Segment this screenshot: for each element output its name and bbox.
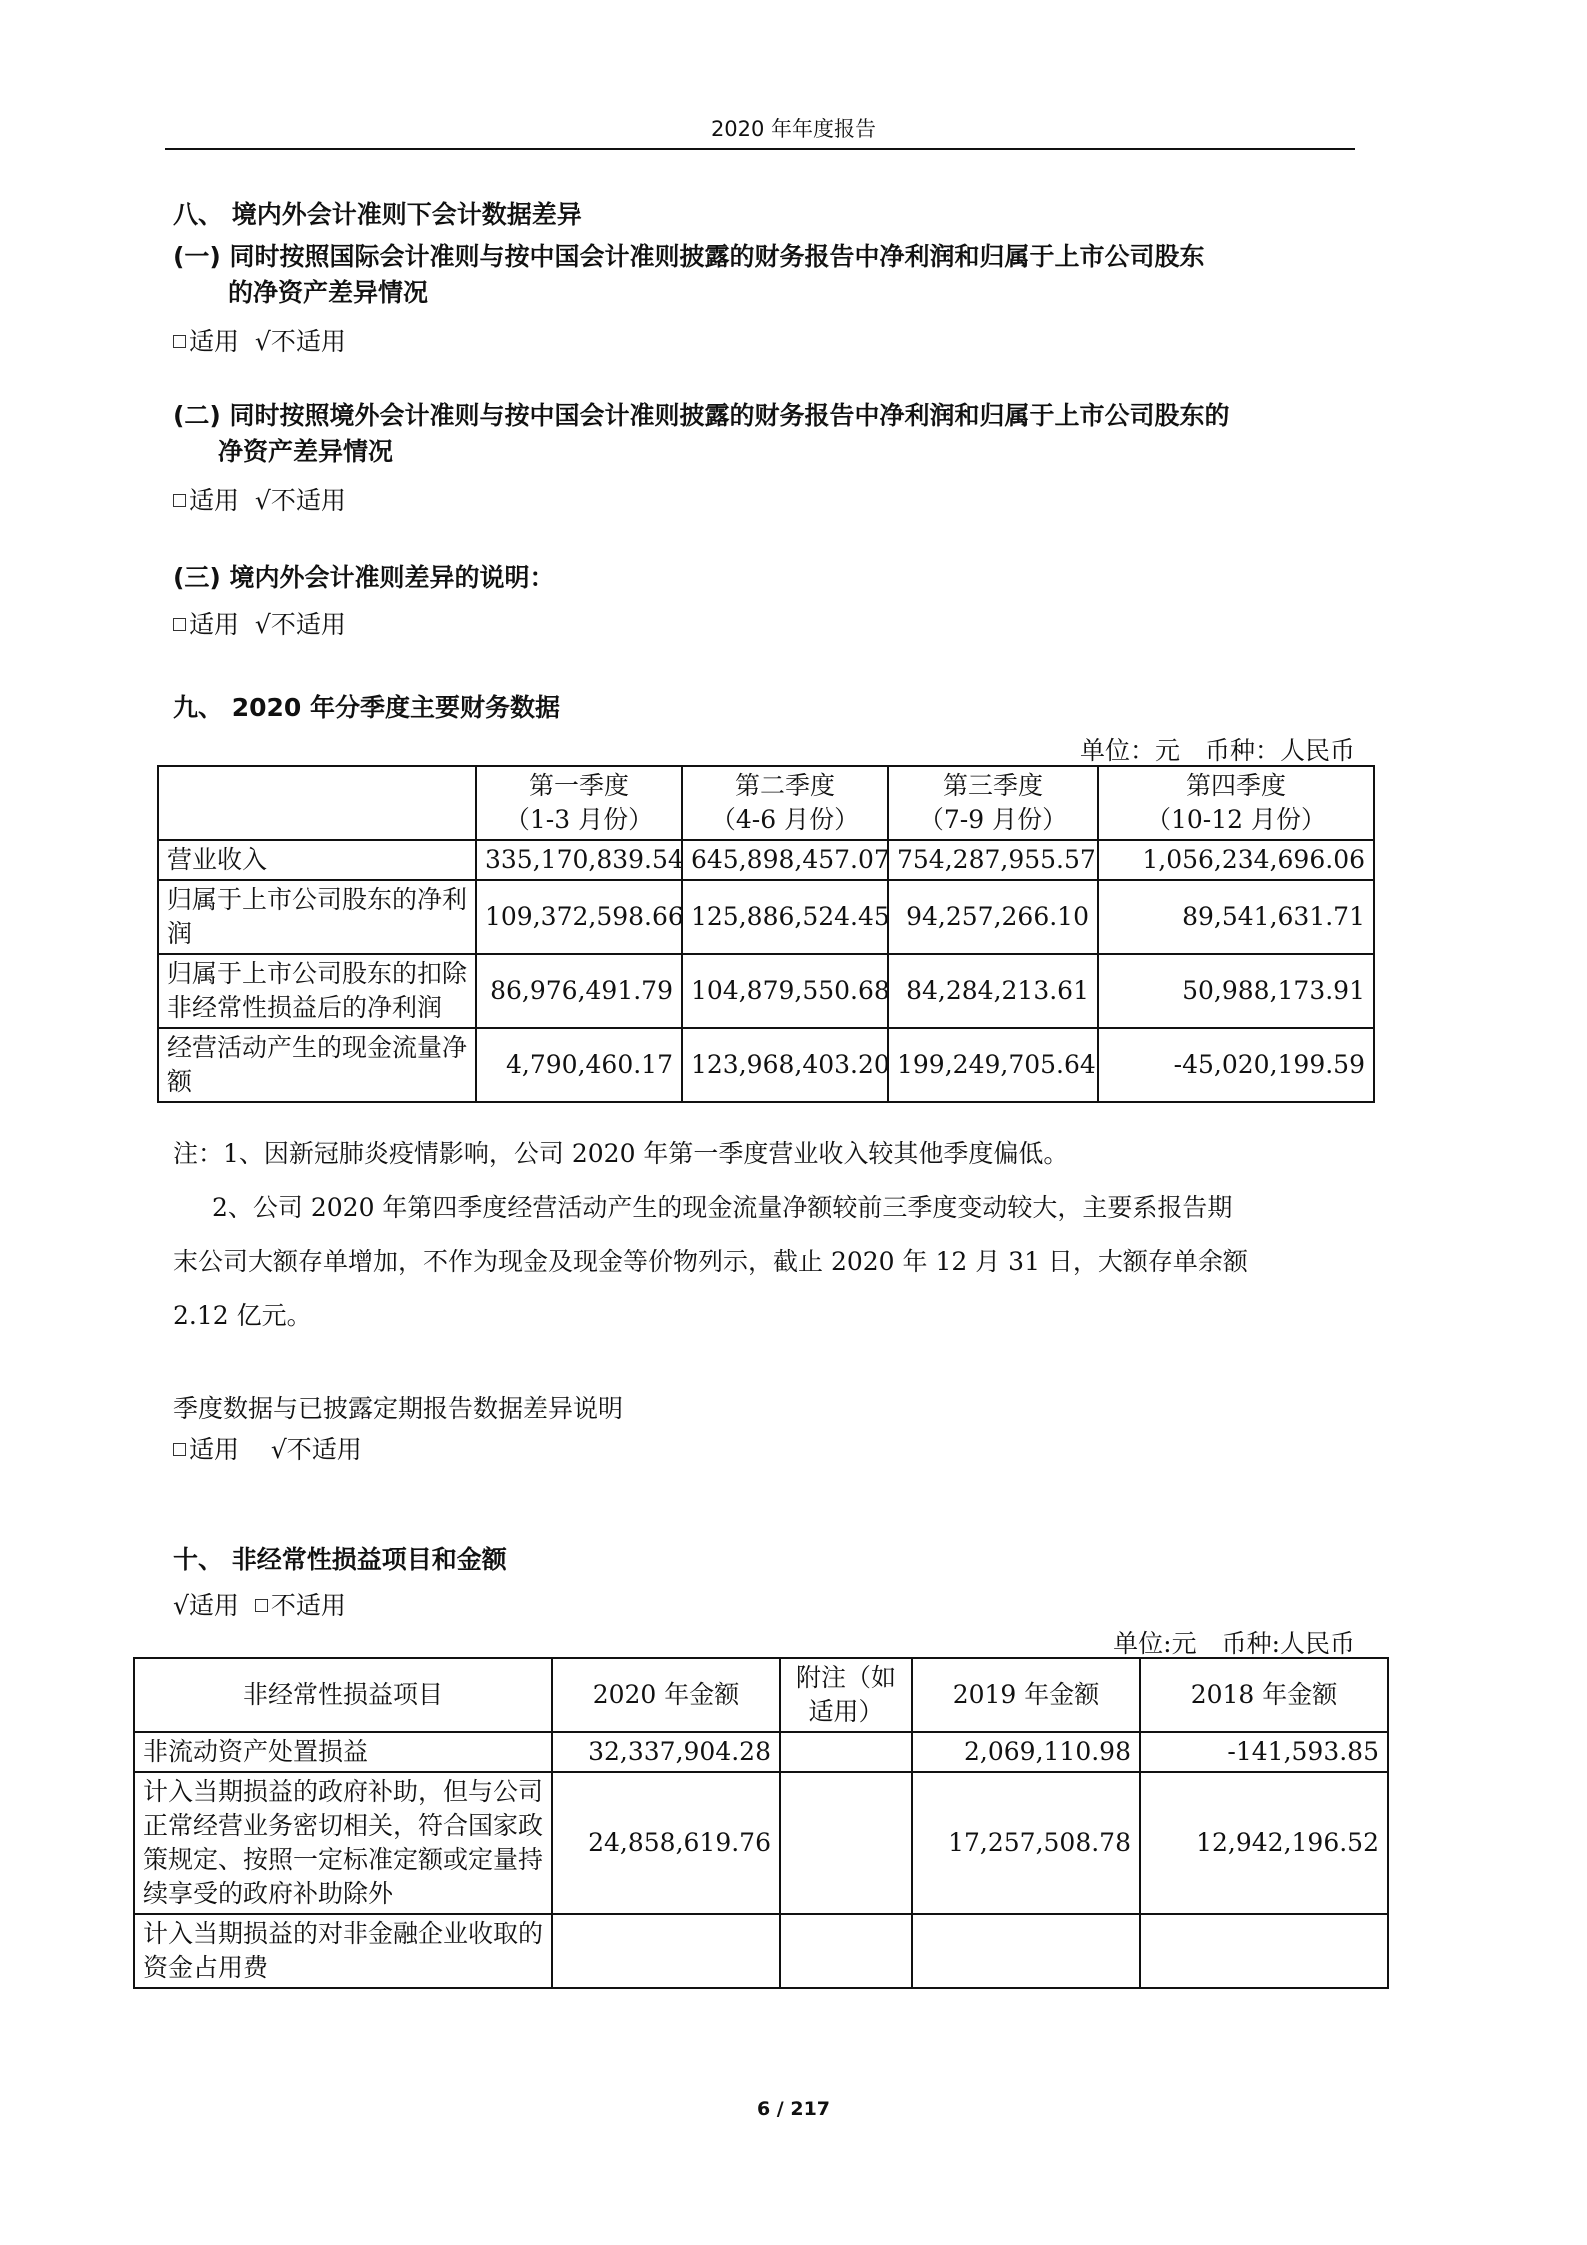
section-9-title: 九、 2020 年分季度主要财务数据: [173, 693, 560, 722]
note-1: 注：1、因新冠肺炎疫情影响，公司 2020 年第一季度营业收入较其他季度偏低。: [173, 1139, 1069, 1168]
cell-value: 86,976,491.79: [476, 954, 682, 1028]
cell-value: 89,541,631.71: [1098, 880, 1374, 954]
cell-value: 12,942,196.52: [1140, 1772, 1388, 1914]
cell-value: 17,257,508.78: [912, 1772, 1140, 1914]
table-header-cell: 非经常性损益项目: [134, 1658, 552, 1732]
section-8-sub2-line1: (二) 同时按照境外会计准则与按中国会计准则披露的财务报告中净利润和归属于上市公司股东的: [173, 401, 1230, 430]
table-row: [158, 880, 1374, 954]
section-10-title: 十、 非经常性损益项目和金额: [173, 1545, 507, 1574]
cell-value: 24,858,619.76: [552, 1772, 780, 1914]
table-header-cell: 2018 年金额: [1140, 1658, 1388, 1732]
cell-value: -141,593.85: [1140, 1732, 1388, 1772]
table-header-row: [158, 766, 1374, 840]
cell-note: [780, 1914, 912, 1988]
table-row: [158, 954, 1374, 1028]
section-8-sub1-options: [173, 322, 346, 358]
table-row: [134, 1732, 1388, 1772]
checkbox-unchecked-icon: [255, 1599, 268, 1612]
option-applicable: 适用: [189, 610, 240, 639]
header-divider: [165, 148, 1355, 150]
checkbox-unchecked-icon: [173, 1443, 186, 1456]
cell-value: [1140, 1914, 1388, 1988]
page-number: 6 / 217: [756, 2098, 831, 2120]
section-9-unit: 单位：元 币种：人民币: [1079, 736, 1355, 765]
table-header-cell: 2019 年金额: [912, 1658, 1140, 1732]
cell-value: 94,257,266.10: [888, 880, 1098, 954]
option-not-applicable: √不适用: [254, 486, 346, 515]
table-header-cell: 第三季度 （7-9 月份）: [888, 766, 1098, 840]
quarterly-diff-title: 季度数据与已披露定期报告数据差异说明: [173, 1394, 624, 1423]
option-applicable: √适用: [173, 1591, 239, 1620]
note-2-line1: 2、公司 2020 年第四季度经营活动产生的现金流量净额较前三季度变动较大，主要系报告期: [212, 1193, 1233, 1222]
section-10-options: [173, 1586, 346, 1622]
cell-value: 50,988,173.91: [1098, 954, 1374, 1028]
section-10-unit: 单位:元 币种:人民币: [1113, 1629, 1355, 1658]
cell-note: [780, 1732, 912, 1772]
cell-value: -45,020,199.59: [1098, 1028, 1374, 1102]
cell-value: [552, 1914, 780, 1988]
cell-value: 104,879,550.68: [682, 954, 888, 1028]
table-header-cell: 第四季度 （10-12 月份）: [1098, 766, 1374, 840]
option-not-applicable: √不适用: [270, 1435, 362, 1464]
note-2-line3: 2.12 亿元。: [173, 1301, 312, 1330]
option-applicable: 适用: [189, 486, 240, 515]
cell-value: 125,886,524.45: [682, 880, 888, 954]
row-label: 归属于上市公司股东的净利润: [158, 880, 476, 954]
cell-note: [780, 1772, 912, 1914]
quarterly-data-table: [157, 765, 1375, 1103]
section-8-sub1-line1: (一) 同时按照国际会计准则与按中国会计准则披露的财务报告中净利润和归属于上市公司股东: [173, 242, 1205, 271]
row-label: 归属于上市公司股东的扣除非经常性损益后的净利润: [158, 954, 476, 1028]
row-label: 营业收入: [158, 840, 476, 880]
table-header-cell: [158, 766, 476, 840]
table-row: [158, 1028, 1374, 1102]
option-not-applicable: √不适用: [254, 610, 346, 639]
cell-value: 1,056,234,696.06: [1098, 840, 1374, 880]
option-applicable: 适用: [189, 1435, 240, 1464]
note-2-line2: 末公司大额存单增加，不作为现金及现金等价物列示，截止 2020 年 12 月 31 日，大额存单余额: [173, 1247, 1248, 1276]
section-8-sub1-line2: 的净资产差异情况: [228, 278, 429, 307]
cell-value: 32,337,904.28: [552, 1732, 780, 1772]
cell-value: 754,287,955.57: [888, 840, 1098, 880]
section-8-sub2-options: [173, 481, 346, 517]
cell-value: 335,170,839.54: [476, 840, 682, 880]
section-8-sub2-line2: 净资产差异情况: [218, 437, 394, 466]
option-not-applicable: √不适用: [254, 327, 346, 356]
cell-value: 645,898,457.07: [682, 840, 888, 880]
table-header-cell: 附注（如适用）: [780, 1658, 912, 1732]
section-8-sub3-options: [173, 605, 346, 641]
table-header-cell: 第一季度 （1-3 月份）: [476, 766, 682, 840]
table-row: [158, 840, 1374, 880]
table-header-row: [134, 1658, 1388, 1732]
quarterly-diff-options: [173, 1430, 362, 1466]
checkbox-unchecked-icon: [173, 335, 186, 348]
table-header-cell: 2020 年金额: [552, 1658, 780, 1732]
item-label: 计入当期损益的对非金融企业收取的资金占用费: [134, 1914, 552, 1988]
cell-value: 4,790,460.17: [476, 1028, 682, 1102]
nonrecurring-items-table: [133, 1657, 1389, 1989]
cell-value: 123,968,403.20: [682, 1028, 888, 1102]
cell-value: 84,284,213.61: [888, 954, 1098, 1028]
page-header-title: 2020 年年度报告: [710, 117, 877, 141]
option-not-applicable: 不适用: [270, 1591, 346, 1620]
table-row: [134, 1914, 1388, 1988]
cell-value: 109,372,598.66: [476, 880, 682, 954]
section-8-sub3-title: (三) 境内外会计准则差异的说明：: [173, 563, 555, 592]
row-label: 经营活动产生的现金流量净额: [158, 1028, 476, 1102]
cell-value: 199,249,705.64: [888, 1028, 1098, 1102]
cell-value: 2,069,110.98: [912, 1732, 1140, 1772]
section-8-title: 八、 境内外会计准则下会计数据差异: [173, 200, 582, 229]
table-header-cell: 第二季度 （4-6 月份）: [682, 766, 888, 840]
item-label: 非流动资产处置损益: [134, 1732, 552, 1772]
option-applicable: 适用: [189, 327, 240, 356]
checkbox-unchecked-icon: [173, 618, 186, 631]
table-row: [134, 1772, 1388, 1914]
checkbox-unchecked-icon: [173, 494, 186, 507]
item-label: 计入当期损益的政府补助，但与公司正常经营业务密切相关，符合国家政策规定、按照一定标准定额或定量持续享受的政府补助除外: [134, 1772, 552, 1914]
cell-value: [912, 1914, 1140, 1988]
